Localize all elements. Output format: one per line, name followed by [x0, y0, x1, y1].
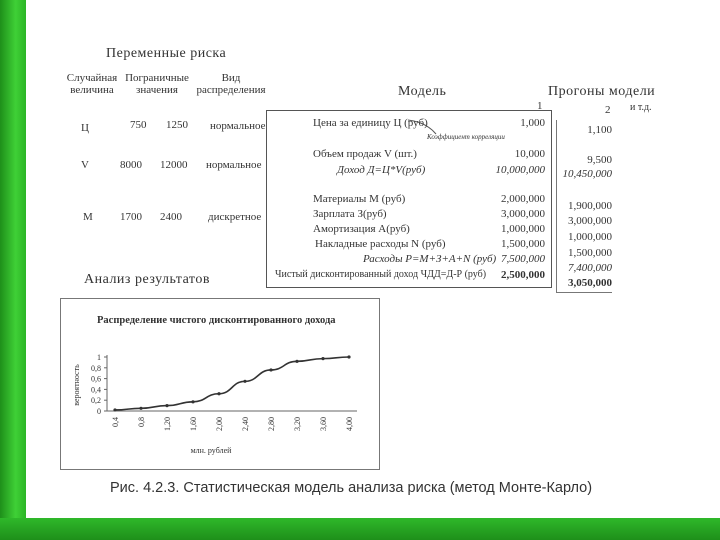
x-tick-label: 3,20 [293, 417, 302, 431]
data-point [243, 380, 246, 383]
model-line-materials: Материалы М (руб) [313, 193, 406, 205]
series-line [115, 357, 349, 410]
x-tick-label: 2,80 [267, 417, 276, 431]
col-header-bounds-line2: значения [136, 84, 178, 96]
model-line-salary: Зарплата З(руб) [313, 208, 387, 220]
model-value-volume: 10,000 [514, 148, 545, 160]
data-point [269, 368, 272, 371]
var-name-materials: М [83, 211, 93, 223]
x-tick-label: 0,8 [137, 417, 146, 427]
model-title: Модель [398, 84, 447, 99]
model-value-materials: 2,000,000 [501, 193, 545, 205]
runs-etc: и т.д. [630, 102, 652, 113]
model-line-expenses: Расходы Р=М+З+А+N (руб) [363, 253, 497, 265]
col-header-distribution-line2: распределения [196, 84, 266, 96]
col-header-variable [66, 72, 118, 96]
data-point [321, 357, 324, 360]
correlation-bracket [406, 116, 446, 140]
run2-value-income: 10,450,000 [562, 168, 612, 180]
var-dist-volume: нормальное [206, 159, 262, 171]
col-header-bounds [122, 72, 192, 96]
var-low-materials: 1700 [120, 211, 142, 223]
data-point [191, 400, 194, 403]
model-value-price: 1,000 [520, 117, 545, 129]
model-line-npv: Чистый дисконтированный доход ЧДД=Д-Р (руб) [275, 269, 487, 280]
y-tick-label: 0,2 [91, 396, 101, 406]
model-value-income: 10,000,000 [495, 164, 545, 176]
var-dist-materials: дискретное [208, 211, 262, 223]
var-name-volume: V [81, 159, 89, 171]
var-low-price: 750 [130, 119, 147, 131]
model-line-volume: Объем продаж V (шт.) [313, 148, 417, 160]
x-tick-label: 2,00 [215, 417, 224, 431]
run2-value-materials: 1,900,000 [568, 200, 612, 212]
run2-value-depreciation: 1,000,000 [568, 231, 612, 243]
model-line-overhead: Накладные расходы N (руб) [315, 238, 446, 250]
y-tick-label: 1 [97, 353, 101, 362]
var-high-volume: 12000 [160, 159, 188, 171]
model-value-depreciation: 1,000,000 [501, 223, 545, 235]
var-high-price: 1250 [166, 119, 188, 131]
col-header-variable-line1: Случайная [66, 72, 118, 84]
x-tick-label: 1,20 [163, 417, 172, 431]
figure-caption: Рис. 4.2.3. Статистическая модель анализа риска (метод Монте-Карло) [110, 480, 593, 496]
col-header-distribution-line1: Вид [221, 72, 241, 84]
model-value-expenses: 7,500,000 [501, 253, 545, 265]
var-low-volume: 8000 [120, 159, 142, 171]
model-value-npv: 2,500,000 [501, 269, 545, 281]
bottom-green-border [0, 518, 720, 540]
run2-value-npv: 3,050,000 [568, 277, 612, 289]
run2-value-expenses: 7,400,000 [568, 262, 612, 274]
slide-page [26, 0, 720, 518]
left-green-border [0, 0, 26, 540]
chart-frame [60, 298, 380, 470]
var-name-price: Ц [81, 122, 89, 134]
run2-value-volume: 9,500 [587, 154, 612, 166]
var-high-materials: 2400 [160, 211, 182, 223]
runs-title: Прогоны модели [548, 84, 656, 99]
x-tick-label: 2,40 [241, 417, 250, 431]
y-tick-label: 0,8 [91, 363, 101, 373]
run2-value-salary: 3,000,000 [568, 215, 612, 227]
y-tick-label: 0,4 [91, 385, 101, 395]
model-value-overhead: 1,500,000 [501, 238, 545, 250]
npv-distribution-chart [61, 299, 379, 469]
y-tick-label: 0,6 [91, 374, 101, 384]
run-number-2: 2 [605, 104, 611, 116]
run-number-1: 1 [537, 100, 543, 112]
model-line-depreciation: Амортизация А(руб) [313, 223, 410, 235]
correlation-note: Коэффициент корреляции [427, 133, 505, 141]
y-tick-label: 0 [97, 407, 101, 416]
x-axis-label: млн. рублей [190, 446, 232, 455]
model-value-salary: 3,000,000 [501, 208, 545, 220]
col-header-distribution [196, 72, 266, 96]
var-dist-price: нормальное [210, 120, 266, 132]
data-point [295, 360, 298, 363]
data-point [165, 404, 168, 407]
model-line-income: Доход Д=Ц*V(руб) [337, 164, 426, 176]
run2-value-price: 1,100 [587, 124, 612, 136]
x-tick-label: 4,00 [345, 417, 354, 431]
data-point [347, 355, 350, 358]
variables-title: Переменные риска [106, 46, 227, 61]
x-tick-label: 1,60 [189, 417, 198, 431]
data-point [113, 408, 116, 411]
x-tick-label: 3,60 [319, 417, 328, 431]
y-axis-label: вероятность [72, 364, 81, 406]
data-point [217, 392, 220, 395]
chart-title: Распределение чистого дисконтированного дохода [97, 315, 336, 326]
x-tick-label: 0,4 [111, 417, 120, 427]
col-header-bounds-line1: Пограничные [125, 72, 189, 84]
run2-value-overhead: 1,500,000 [568, 247, 612, 259]
col-header-variable-line2: величина [70, 84, 114, 96]
data-point [139, 407, 142, 410]
model-line-price: Цена за единицу Ц (руб) [313, 117, 428, 129]
analysis-title: Анализ результатов [84, 272, 210, 287]
